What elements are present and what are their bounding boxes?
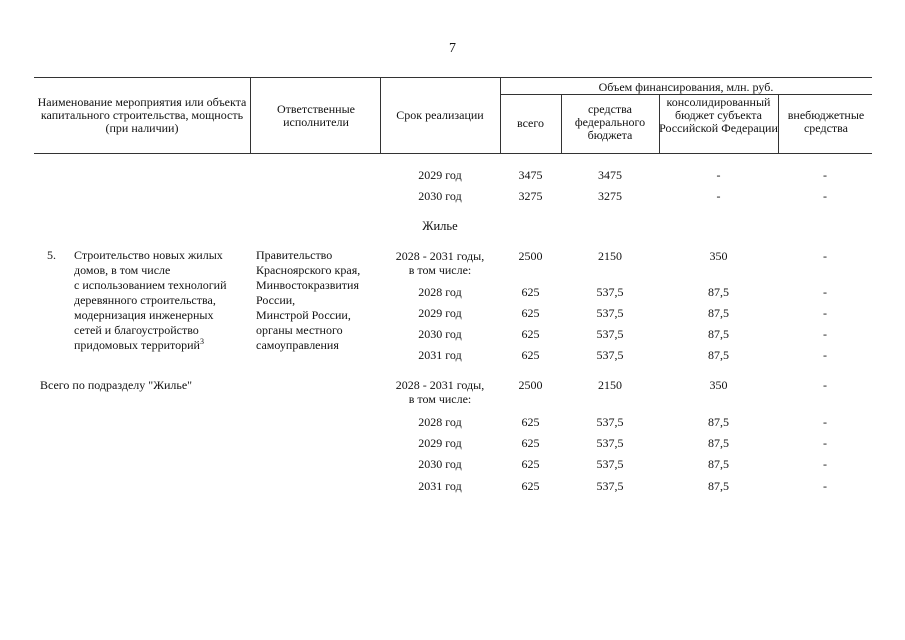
subtotal-row-extra: - — [823, 479, 827, 493]
item-row-extra: - — [823, 327, 827, 341]
carry-row-federal: 3475 — [598, 168, 622, 182]
subtotal-row-extra: - — [823, 415, 827, 429]
item-row-period-sub: в том числе: — [408, 263, 472, 277]
executor-line: органы местного — [256, 323, 343, 337]
item-number: 5. — [47, 248, 56, 262]
executor-line: России, — [256, 293, 296, 307]
header-divider-6 — [778, 94, 779, 153]
carry-row-extra: - — [823, 189, 827, 203]
item-row-federal: 537,5 — [596, 348, 624, 362]
carry-row-extra: - — [823, 168, 827, 182]
header-funding-group: Объем финансирования, млн. руб. — [598, 80, 774, 94]
item-row-federal: 537,5 — [596, 327, 624, 341]
executor-line: Минстрой России, — [256, 308, 351, 322]
item-executors — [256, 248, 380, 353]
page-number: 7 — [449, 41, 456, 56]
item-row-extra: - — [823, 249, 827, 263]
item-name-line: сетей и благоустройство — [74, 323, 199, 337]
item-row-period: 2030 год — [418, 327, 462, 341]
subtotal-row-period-sub: в том числе: — [408, 392, 472, 406]
item-row-extra: - — [823, 306, 827, 320]
carry-row-regional: - — [716, 189, 721, 203]
subtotal-row-total: 625 — [521, 415, 540, 429]
item-name — [74, 248, 250, 353]
item-name-line: модернизация инженерных — [74, 308, 214, 322]
carry-row-federal: 3275 — [598, 189, 622, 203]
item-row-total: 625 — [521, 285, 540, 299]
item-row-extra: - — [823, 348, 827, 362]
header-period: Срок реализации — [396, 108, 484, 122]
item-row-total: 625 — [521, 327, 540, 341]
executor-line: Правительство — [256, 248, 333, 262]
subtotal-row-federal: 537,5 — [596, 457, 624, 471]
subtotal-row-period: 2028 год — [418, 415, 462, 429]
item-name-line: деревянного строительства, — [74, 293, 216, 307]
subtotal-row-extra: - — [823, 436, 827, 450]
subtotal-row-period: 2031 год — [418, 479, 462, 493]
item-row-period: 2031 год — [418, 348, 462, 362]
subtotal-row-period: 2029 год — [418, 436, 462, 450]
item-row-total: 625 — [521, 306, 540, 320]
header-divider-1 — [250, 77, 251, 153]
executor-line: Красноярского края, — [256, 263, 361, 277]
subtotal-row-total: 2500 — [518, 378, 543, 392]
item-row-federal: 537,5 — [596, 306, 624, 320]
subtotal-row-federal: 537,5 — [596, 415, 624, 429]
carry-row-total: 3475 — [518, 168, 543, 182]
header-executors: Ответственные исполнители — [277, 102, 355, 129]
carry-row-total: 3275 — [518, 189, 543, 203]
item-row-regional: 87,5 — [708, 285, 729, 299]
footnote-marker: 3 — [199, 337, 204, 346]
carry-row-period: 2030 год — [418, 189, 462, 203]
header-extrabudget: внебюджетные средства — [787, 108, 865, 135]
subtotal-row-period: 2028 - 2031 годы, — [395, 378, 485, 392]
carry-row-regional: - — [716, 168, 721, 182]
item-row-period: 2028 - 2031 годы, — [395, 249, 485, 263]
item-name-line: с использованием технологий — [74, 278, 227, 292]
item-row-regional: 87,5 — [708, 306, 729, 320]
subtotal-row-regional: 87,5 — [708, 415, 729, 429]
subtotal-row-total: 625 — [521, 479, 540, 493]
section-title: Жилье — [422, 219, 458, 233]
item-row-total: 2500 — [518, 249, 543, 263]
subtotal-row-regional: 87,5 — [708, 457, 729, 471]
header-federal: средства федерального бюджета — [574, 102, 646, 142]
subtotal-row-regional: 350 — [709, 378, 728, 392]
item-row-federal: 2150 — [598, 249, 622, 263]
header-regional: консолидированный бюджет субъекта Российской Федерации — [659, 95, 778, 135]
subtotal-row-federal: 537,5 — [596, 436, 624, 450]
table-top-border — [34, 77, 872, 78]
item-row-extra: - — [823, 285, 827, 299]
subtotal-row-period: 2030 год — [418, 457, 462, 471]
header-name: Наименование мероприятия или объекта капитального строительства, мощность (при наличии) — [37, 95, 247, 135]
item-row-period: 2028 год — [418, 285, 462, 299]
subtotal-row-regional: 87,5 — [708, 436, 729, 450]
item-name-line-text: придомовых территорий — [74, 338, 200, 352]
item-name-line: Строительство новых жилых — [74, 248, 223, 262]
item-name-line: домов, в том числе — [74, 263, 171, 277]
item-row-regional: 350 — [709, 249, 728, 263]
item-name-line — [74, 338, 250, 353]
subtotal-row-federal: 537,5 — [596, 479, 624, 493]
subtotal-row-extra: - — [823, 378, 827, 392]
item-row-federal: 537,5 — [596, 285, 624, 299]
subtotal-row-regional: 87,5 — [708, 479, 729, 493]
subtotal-row-total: 625 — [521, 457, 540, 471]
item-row-period: 2029 год — [418, 306, 462, 320]
subtotal-row-total: 625 — [521, 436, 540, 450]
subtotal-row-federal: 2150 — [598, 378, 622, 392]
header-total: всего — [516, 116, 545, 130]
executor-line: самоуправления — [256, 338, 339, 352]
header-divider-4 — [561, 94, 562, 153]
carry-row-period: 2029 год — [418, 168, 462, 182]
executor-line: Минвостокразвития — [256, 278, 359, 292]
subtotal-row-extra: - — [823, 457, 827, 471]
item-row-regional: 87,5 — [708, 348, 729, 362]
table-header-bottom-border — [34, 153, 872, 154]
item-row-total: 625 — [521, 348, 540, 362]
item-row-regional: 87,5 — [708, 327, 729, 341]
subtotal-label: Всего по подразделу "Жилье" — [40, 378, 193, 392]
